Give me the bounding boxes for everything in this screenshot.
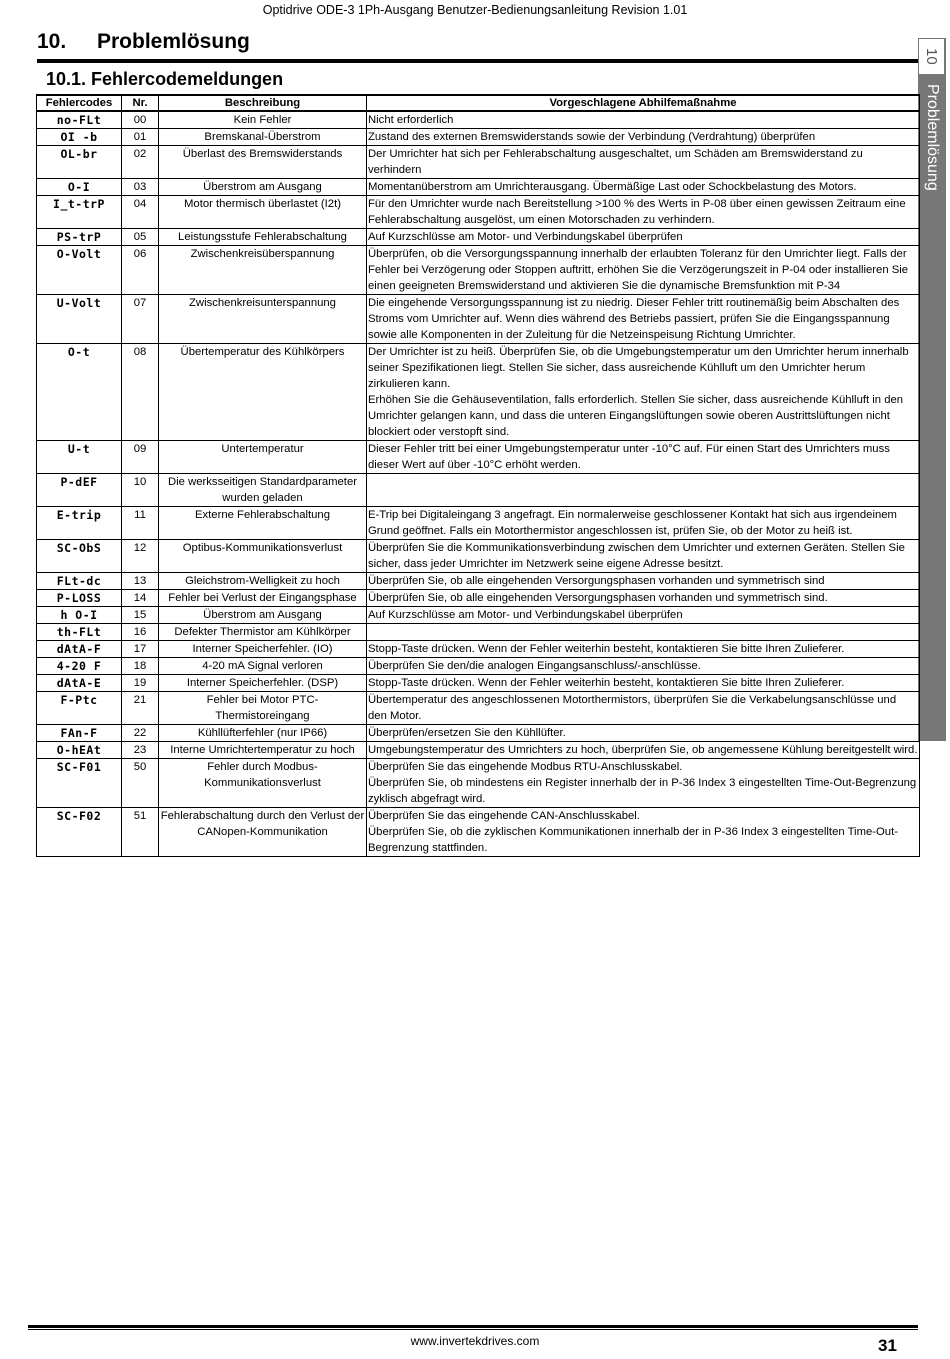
error-remedy: Überprüfen Sie das eingehende CAN-Anschlusskabel. Überprüfen Sie, ob die zyklischen Kommunikationen innerhalb der in P-36 Index 3 eingestellten Time-Out-Begrenzung stattfinden. <box>367 808 920 857</box>
table-row <box>37 179 920 196</box>
column-header: Fehlercodes <box>37 95 122 111</box>
error-number: 10 <box>122 474 159 507</box>
error-code: SC-F01 <box>37 759 122 808</box>
error-description: Bremskanal-Überstrom <box>159 129 367 146</box>
chapter-title <box>37 30 250 54</box>
error-description: Defekter Thermistor am Kühlkörper <box>159 624 367 641</box>
error-code: U-Volt <box>37 295 122 344</box>
footer-rule <box>28 1325 918 1328</box>
error-remedy: Die eingehende Versorgungsspannung ist zu niedrig. Dieser Fehler tritt routinemäßig beim Abschalten des Stroms vom Umrichter auf. Wenn dies während des Betriebs passiert, prüfen Sie die Eingangsspannung sowie alle Komponenten in der Zuleitung für die Netzeinspeisung Richtung Umrichter. <box>367 295 920 344</box>
side-tab-number: 10 <box>923 48 940 65</box>
error-number: 02 <box>122 146 159 179</box>
error-remedy: Nicht erforderlich <box>367 111 920 129</box>
error-number: 19 <box>122 675 159 692</box>
error-remedy: Dieser Fehler tritt bei einer Umgebungstemperatur unter -10°C auf. Für einen Start des Umrichters muss dieser Wert auf über -10°C erhöht werden. <box>367 441 920 474</box>
error-number: 50 <box>122 759 159 808</box>
error-code: 4-20 F <box>37 658 122 675</box>
error-number: 08 <box>122 344 159 441</box>
error-code: O-hEAt <box>37 742 122 759</box>
error-description: Fehlerabschaltung durch den Verlust der CANopen-Kommunikation <box>159 808 367 857</box>
table-row <box>37 229 920 246</box>
chapter-name: Problemlösung <box>97 30 250 53</box>
error-number: 04 <box>122 196 159 229</box>
error-description: Interner Speicherfehler. (DSP) <box>159 675 367 692</box>
error-description: Kein Fehler <box>159 111 367 129</box>
error-remedy <box>367 624 920 641</box>
table-row <box>37 111 920 129</box>
error-number: 23 <box>122 742 159 759</box>
error-remedy: Überprüfen Sie, ob alle eingehenden Versorgungsphasen vorhanden und symmetrisch sind <box>367 573 920 590</box>
table-row <box>37 658 920 675</box>
error-description: Überstrom am Ausgang <box>159 179 367 196</box>
column-header: Vorgeschlagene Abhilfemaßnahme <box>367 95 920 111</box>
error-code: O-Volt <box>37 246 122 295</box>
error-number: 21 <box>122 692 159 725</box>
table-row <box>37 474 920 507</box>
table-row <box>37 692 920 725</box>
footer-url: www.invertekdrives.com <box>410 1334 540 1348</box>
error-remedy: Überprüfen, ob die Versorgungsspannung innerhalb der erlaubten Toleranz für den Umrichter liegt. Falls der Fehler bei Verzögerung oder Stoppen auftritt, erhöhen Sie die Verzögerungszeit in P-04 oder installieren Sie einen geeigneten Bremswiderstand und aktivieren Sie die dynamische Bremsfunktion mit P-34 <box>367 246 920 295</box>
error-description: Externe Fehlerabschaltung <box>159 507 367 540</box>
error-remedy: Stopp-Taste drücken. Wenn der Fehler weiterhin besteht, kontaktieren Sie bitte Ihren Zulieferer. <box>367 675 920 692</box>
error-description: Übertemperatur des Kühlkörpers <box>159 344 367 441</box>
chapter-number: 10. <box>37 30 67 53</box>
side-tab-number-box <box>918 38 944 75</box>
table-row <box>37 573 920 590</box>
error-remedy: Zustand des externen Bremswiderstands sowie der Verbindung (Verdrahtung) überprüfen <box>367 129 920 146</box>
error-remedy: Stopp-Taste drücken. Wenn der Fehler weiterhin besteht, kontaktieren Sie bitte Ihren Zulieferer. <box>367 641 920 658</box>
error-code: U-t <box>37 441 122 474</box>
error-remedy: Der Umrichter ist zu heiß. Überprüfen Sie, ob die Umgebungstemperatur um den Umrichter herum innerhalb seiner Spezifikationen liegt. Stellen Sie sicher, dass ausreichende Kühlluft um den Umrichter herum zirkulieren kann. Erhöhen Sie die Gehäuseventilation, falls erforderlich. Stellen Sie sicher, dass ausreichende Kühlluft in den Umrichter gelangen kann, und dass die unteren Eingangslüftungen sowie oberen Austrittslüftungen nicht blockiert oder verstopft sind. <box>367 344 920 441</box>
error-description: Gleichstrom-Welligkeit zu hoch <box>159 573 367 590</box>
error-description: Leistungsstufe Fehlerabschaltung <box>159 229 367 246</box>
error-number: 15 <box>122 607 159 624</box>
error-remedy: Auf Kurzschlüsse am Motor- und Verbindungskabel überprüfen <box>367 229 920 246</box>
error-number: 17 <box>122 641 159 658</box>
error-remedy: Überprüfen Sie, ob alle eingehenden Versorgungsphasen vorhanden und symmetrisch sind. <box>367 590 920 607</box>
error-code: F-Ptc <box>37 692 122 725</box>
error-code: I_t-trP <box>37 196 122 229</box>
error-code: OL-br <box>37 146 122 179</box>
error-number: 01 <box>122 129 159 146</box>
error-number: 12 <box>122 540 159 573</box>
error-code: E-trip <box>37 507 122 540</box>
side-tab-label: Problemlösung <box>924 84 941 191</box>
error-description: Fehler durch Modbus-Kommunikationsverlust <box>159 759 367 808</box>
table-row <box>37 759 920 808</box>
error-description: Zwischenkreisunterspannung <box>159 295 367 344</box>
error-number: 13 <box>122 573 159 590</box>
error-code: PS-trP <box>37 229 122 246</box>
table-row <box>37 725 920 742</box>
error-description: 4-20 mA Signal verloren <box>159 658 367 675</box>
table-row <box>37 507 920 540</box>
error-code: h O-I <box>37 607 122 624</box>
section-title: 10.1. Fehlercodemeldungen <box>46 69 284 89</box>
table-row <box>37 344 920 441</box>
error-code: dAtA-F <box>37 641 122 658</box>
error-code: dAtA-E <box>37 675 122 692</box>
table-row <box>37 590 920 607</box>
error-number: 16 <box>122 624 159 641</box>
table-row <box>37 540 920 573</box>
error-number: 05 <box>122 229 159 246</box>
table-row <box>37 808 920 857</box>
table-row <box>37 624 920 641</box>
table-row <box>37 441 920 474</box>
error-remedy: Momentanüberstrom am Umrichterausgang. Übermäßige Last oder Schockbelastung des Motors. <box>367 179 920 196</box>
error-remedy: Überprüfen Sie die Kommunikationsverbindung zwischen dem Umrichter und externen Geräten. Stellen Sie sicher, dass jeder Umrichter im Netzwerk seine eigene Adresse besitzt. <box>367 540 920 573</box>
error-remedy: Auf Kurzschlüsse am Motor- und Verbindungskabel überprüfen <box>367 607 920 624</box>
table-row <box>37 675 920 692</box>
error-number: 07 <box>122 295 159 344</box>
table-row <box>37 607 920 624</box>
table-row <box>37 129 920 146</box>
error-number: 09 <box>122 441 159 474</box>
error-remedy: Für den Umrichter wurde nach Bereitstellung >100 % des Werts in P-08 über einen gewissen Zeitraum eine Fehlerabschaltung ausgelöst, um einen Motorschaden zu verhindern. <box>367 196 920 229</box>
side-tab-label-box <box>918 84 946 284</box>
table-row <box>37 246 920 295</box>
error-description: Überstrom am Ausgang <box>159 607 367 624</box>
table-row <box>37 146 920 179</box>
error-description: Interne Umrichtertemperatur zu hoch <box>159 742 367 759</box>
error-remedy: Übertemperatur des angeschlossenen Motorthermistors, überprüfen Sie die Verkabelungsanschlüsse und den Motor. <box>367 692 920 725</box>
error-description: Zwischenkreisüberspannung <box>159 246 367 295</box>
error-number: 51 <box>122 808 159 857</box>
error-remedy: E-Trip bei Digitaleingang 3 angefragt. Ein normalerweise geschlossener Kontakt hat sich aus irgendeinem Grund geöffnet. Falls ein Motorthermistor angeschlossen ist, prüfen Sie, ob der Motor zu heiß ist. <box>367 507 920 540</box>
table-row <box>37 641 920 658</box>
column-header: Nr. <box>122 95 159 111</box>
error-number: 00 <box>122 111 159 129</box>
error-description: Fehler bei Motor PTC-Thermistoreingang <box>159 692 367 725</box>
error-remedy: Überprüfen Sie das eingehende Modbus RTU-Anschlusskabel. Überprüfen Sie, ob mindestens ein Register innerhalb der in P-36 Index 3 eingestellten Time-Out-Begrenzung zyklisch abgefragt wird. <box>367 759 920 808</box>
error-description: Überlast des Bremswiderstands <box>159 146 367 179</box>
error-code-table <box>36 94 920 857</box>
error-code: FAn-F <box>37 725 122 742</box>
page-number: 31 <box>878 1336 897 1355</box>
error-code: OI -b <box>37 129 122 146</box>
error-code: P-LOSS <box>37 590 122 607</box>
footer-rule-thin <box>28 1329 918 1330</box>
error-code: th-FLt <box>37 624 122 641</box>
error-code: P-dEF <box>37 474 122 507</box>
error-code: no-FLt <box>37 111 122 129</box>
error-remedy: Umgebungstemperatur des Umrichters zu hoch, überprüfen Sie, ob angemessene Kühlung bereitgestellt wird. <box>367 742 920 759</box>
error-number: 06 <box>122 246 159 295</box>
table-header-row <box>37 95 920 111</box>
error-number: 14 <box>122 590 159 607</box>
error-code: O-t <box>37 344 122 441</box>
table-row <box>37 742 920 759</box>
error-code: FLt-dc <box>37 573 122 590</box>
chapter-rule <box>37 59 919 63</box>
running-header: Optidrive ODE-3 1Ph-Ausgang Benutzer-Bedienungsanleitung Revision 1.01 <box>262 3 688 17</box>
error-code: SC-F02 <box>37 808 122 857</box>
error-description: Fehler bei Verlust der Eingangsphase <box>159 590 367 607</box>
error-number: 22 <box>122 725 159 742</box>
column-header: Beschreibung <box>159 95 367 111</box>
error-description: Motor thermisch überlastet (I2t) <box>159 196 367 229</box>
error-remedy <box>367 474 920 507</box>
error-description: Die werksseitigen Standardparameter wurden geladen <box>159 474 367 507</box>
error-number: 03 <box>122 179 159 196</box>
error-remedy: Der Umrichter hat sich per Fehlerabschaltung ausgeschaltet, um Schäden am Bremswiderstand zu verhindern <box>367 146 920 179</box>
error-code: O-I <box>37 179 122 196</box>
error-description: Optibus-Kommunikationsverlust <box>159 540 367 573</box>
error-code: SC-ObS <box>37 540 122 573</box>
error-remedy: Überprüfen Sie den/die analogen Eingangsanschluss/-anschlüsse. <box>367 658 920 675</box>
error-description: Untertemperatur <box>159 441 367 474</box>
error-number: 18 <box>122 658 159 675</box>
error-number: 11 <box>122 507 159 540</box>
table-row <box>37 295 920 344</box>
error-description: Interner Speicherfehler. (IO) <box>159 641 367 658</box>
table-row <box>37 196 920 229</box>
error-description: Kühllüfterfehler (nur IP66) <box>159 725 367 742</box>
table-body <box>37 111 920 857</box>
error-remedy: Überprüfen/ersetzen Sie den Kühllüfter. <box>367 725 920 742</box>
